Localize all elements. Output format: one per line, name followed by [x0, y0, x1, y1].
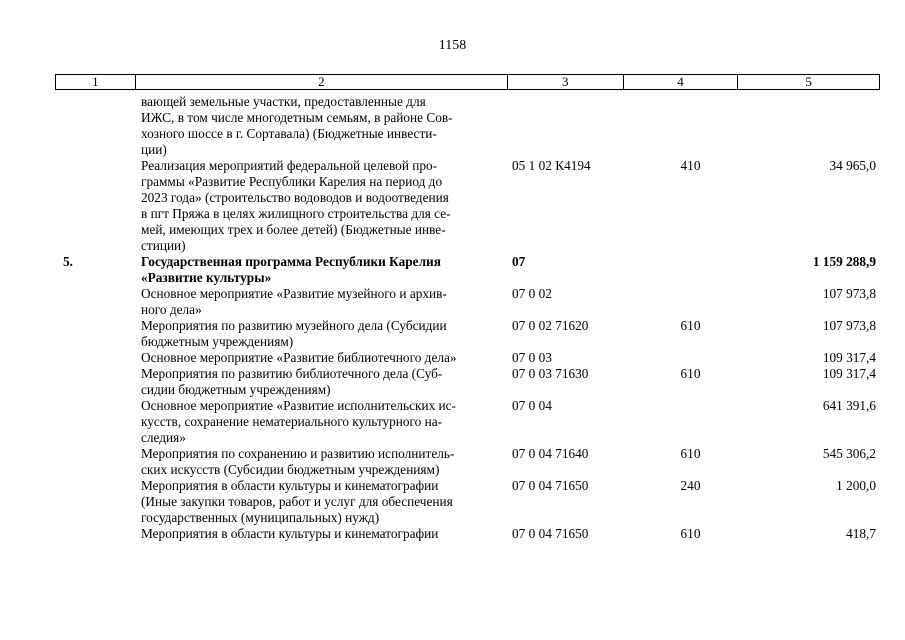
header-col-2: 2	[136, 75, 508, 89]
row-number	[55, 286, 135, 318]
row-amount: 1 159 288,9	[812, 254, 876, 269]
row-name: Мероприятия по развитию музейного дела (Субсидии бюджетным учреждениям)	[141, 318, 447, 349]
row-expense-type	[624, 398, 739, 446]
row-expense-type	[624, 286, 739, 318]
table-row	[55, 94, 880, 158]
row-code: 07 0 02 71620	[512, 318, 589, 333]
row-amount: 418,7	[846, 526, 876, 541]
row-code: 05 1 02 К4194	[512, 158, 591, 173]
row-code: 07	[512, 254, 526, 269]
row-number	[55, 318, 135, 350]
table-header	[55, 74, 880, 90]
header-col-5: 5	[805, 74, 812, 89]
row-expense-type: 610	[680, 446, 701, 461]
row-code: 07 0 04 71650	[512, 526, 589, 541]
row-amount: 545 306,2	[822, 446, 876, 461]
row-name: Основное мероприятие «Развитие исполнительских ис- кусств, сохранение нематериального культурного на- следия»	[141, 398, 456, 445]
table-row	[55, 254, 880, 286]
row-expense-type: 610	[680, 366, 701, 381]
row-expense-type: 410	[680, 158, 701, 173]
row-expense-type	[624, 94, 739, 158]
row-expense-type	[624, 254, 739, 286]
row-amount	[739, 94, 880, 158]
row-number	[55, 478, 135, 526]
row-name: Мероприятия в области культуры и кинематографии (Иные закупки товаров, работ и услуг для обеспечения государственных (муниципальных) нужд)	[141, 478, 453, 525]
row-name: Основное мероприятие «Развитие музейного и архив- ного дела»	[141, 286, 447, 317]
header-col-1: 1	[56, 75, 136, 89]
row-expense-type: 610	[680, 526, 701, 541]
row-code: 07 0 02	[512, 286, 552, 301]
row-number	[55, 446, 135, 478]
row-number	[55, 526, 135, 542]
row-name: Мероприятия в области культуры и кинематографии	[141, 526, 439, 541]
row-name: Реализация мероприятий федеральной целевой про- граммы «Развитие Республики Карелия на период до 2023 года» (строительство водоводов и водоотведения в пгт Пряжа в целях жилищного строительства для се- мей, имеющих трех и более детей) (Бюджетные инве- стиции)	[141, 158, 451, 253]
row-expense-type: 240	[680, 478, 701, 493]
header-col-3: 3	[508, 75, 624, 89]
page-number: 1158	[438, 38, 467, 53]
table-row	[55, 398, 880, 446]
row-name: Государственная программа Республики Карелия «Развитие культуры»	[141, 254, 441, 285]
row-code: 07 0 03 71630	[512, 366, 589, 381]
table-row	[55, 526, 880, 542]
header-col-4: 4	[624, 75, 739, 89]
row-amount: 34 965,0	[829, 158, 876, 173]
table-row	[55, 318, 880, 350]
row-expense-type: 610	[680, 318, 701, 333]
row-number	[55, 94, 135, 158]
row-number	[55, 350, 135, 366]
row-number	[55, 158, 135, 254]
row-amount: 109 317,4	[822, 350, 876, 365]
table-body	[55, 94, 880, 542]
row-code: 07 0 04 71650	[512, 478, 589, 493]
table-row	[55, 350, 880, 366]
row-name: Мероприятия по развитию библиотечного дела (Суб- сидии бюджетным учреждениям)	[141, 366, 443, 397]
row-number: 5.	[63, 254, 73, 269]
table-row	[55, 478, 880, 526]
row-code: 07 0 04 71640	[512, 446, 589, 461]
row-name: вающей земельные участки, предоставленные для ИЖС, в том числе многодетным семьям, в районе Сов- хозного шоссе в г. Сортавала) (Бюджетные инвести- ции)	[141, 94, 453, 157]
row-expense-type	[624, 350, 739, 366]
row-amount: 107 973,8	[822, 318, 876, 333]
row-code: 07 0 04	[512, 398, 552, 413]
table-row	[55, 366, 880, 398]
row-amount: 109 317,4	[822, 366, 876, 381]
row-amount: 641 391,6	[822, 398, 876, 413]
row-code	[508, 94, 624, 158]
row-number	[55, 366, 135, 398]
row-amount: 1 200,0	[836, 478, 876, 493]
row-name: Основное мероприятие «Развитие библиотечного дела»	[141, 350, 457, 365]
table-row	[55, 286, 880, 318]
table-row	[55, 158, 880, 254]
row-code: 07 0 03	[512, 350, 552, 365]
row-amount: 107 973,8	[822, 286, 876, 301]
table-row	[55, 446, 880, 478]
row-name: Мероприятия по сохранению и развитию исполнитель- ских искусств (Субсидии бюджетным учреждениям)	[141, 446, 455, 477]
row-number	[55, 398, 135, 446]
